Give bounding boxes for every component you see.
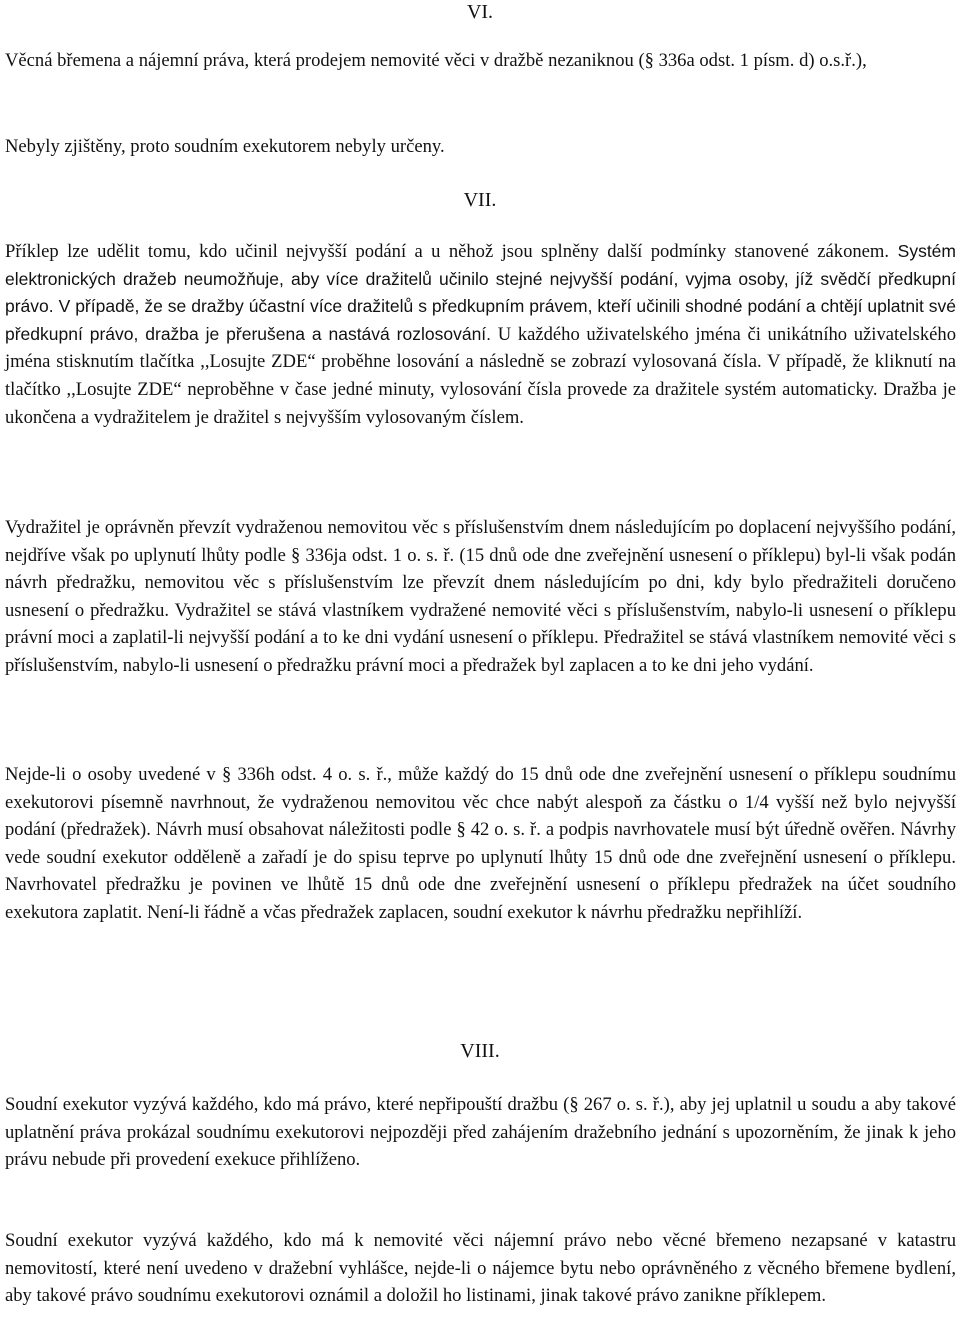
electronic-auction-text: Systém elektronických dražeb neumožňuje, aby více dražitelů učinilo stejné nejvyšší podání, vyjma osoby, jíž svědčí předkupní právo. V případě, že se dražby účastní více dražitelů s předkupním právem, kteří učinili shodné podání a chtějí uplatnit své předkupní právo, dražba je přerušena a nastává rozlosování. xyxy=(5,241,956,344)
paragraph-easements: Věcná břemena a nájemní práva, která prodejem nemovité věci v dražbě nezaniknou (§ 336a odst. 1 písm. d) o.s.ř.), xyxy=(5,50,867,71)
paragraph-overbid: Nejde-li o osoby uvedené v § 336h odst. 4 o. s. ř., může každý do 15 dnů ode dne zveřejnění usnesení o příklepu soudnímu exekutorovi písemně navrhnout, že vydraženou nemovitou věc chce nabýt alespoň za částku o 1/4 vyšší než bylo nejvyšší podání (předražek). Návrh musí obsahovat náležitosti podle § 42 o. s. ř. a podpis navrhovatele musí být úředně ověřen. Návrhy vede soudní exekutor odděleně a zařadí je do spisu teprve po uplynutí lhůty 15 dnů ode dne zveřejnění usnesení o příklepu. Navrhovatel předražku je povinen ve lhůtě 15 dnů ode dne zveřejnění usnesení o příklepu předražek na účet soudního exekutora zaplatit. Není-li řádně a včas předražek zaplacen, soudní exekutor k návrhu předražku nepřihlíží. xyxy=(5,764,956,923)
section-heading-vi: VI. xyxy=(466,1,494,23)
paragraph-objection-rights: Soudní exekutor vyzývá každého, kdo má právo, které nepřipouští dražbu (§ 267 o. s. ř.), aby jej uplatnil u soudu a aby takové uplatnění práva prokázal soudnímu exekutorovi nejpozději před zahájením dražebního jednání s upozorněním, že jinak k jeho právu nebude při provedení exekuce přihlíženo. xyxy=(5,1094,956,1171)
paragraph-auction-award xyxy=(5,238,956,431)
section-heading-viii: VIII. xyxy=(460,1040,500,1062)
lottery-text: U každého uživatelského jména či unikátního uživatelského jména stisknutím tlačítka ,,Losujte ZDE“ proběhne losování a následně se zobrazí vylosovaná čísla. V případě, že kliknutí na tlačítko ,,Losujte ZDE“ neproběhne v čase jedné minuty, vylosování čísla provede za dražitele systém automaticky. Dražba je ukončena a vydražitelem je dražitel s nejvyšším vylosovaným číslem. xyxy=(5,323,956,428)
paragraph-not-determined: Nebyly zjištěny, proto soudním exekutorem nebyly určeny. xyxy=(5,136,445,157)
section-heading-vii: VII. xyxy=(463,189,497,211)
paragraph-lease-rights: Soudní exekutor vyzývá každého, kdo má k nemovité věci nájemní právo nebo věcné břemeno nezapsané v katastru nemovitostí, které není uvedeno v dražební vyhlášce, nejde-li o nájemce bytu nebo oprávněného z věcného břemene bydlení, aby takové právo soudnímu exekutorovi oznámil a doložil ho listinami, jinak takové právo zanikne příklepem. xyxy=(5,1230,956,1307)
award-conditions-text: Příklep lze udělit tomu, kdo učinil nejvyšší podání a u něhož jsou splněny další podmínky stanovené zákonem. xyxy=(5,241,890,262)
paragraph-takeover: Vydražitel je oprávněn převzít vydraženou nemovitou věc s příslušenstvím dnem následujícím po doplacení nejvyššího podání, nejdříve však po uplynutí lhůty podle § 336ja odst. 1 o. s. ř. (15 dnů ode dne zveřejnění usnesení o příklepu) byl-li však podán návrh předražku, nemovitou věc s příslušenstvím lze převzít dnem následujícím po dni, kdy bylo předražiteli doručeno usnesení o předražku. Vydražitel se stává vlastníkem vydražené nemovité věci s příslušenstvím, nabylo-li usnesení o příklepu právní moci a zaplatil-li nejvyšší podání a to ke dni vydání usnesení o příklepu. Předražitel se stává vlastníkem nemovité věci s příslušenstvím, nabylo-li usnesení o předražku právní moci a předražek byl zaplacen a to ke dni jeho vydání. xyxy=(5,517,956,676)
